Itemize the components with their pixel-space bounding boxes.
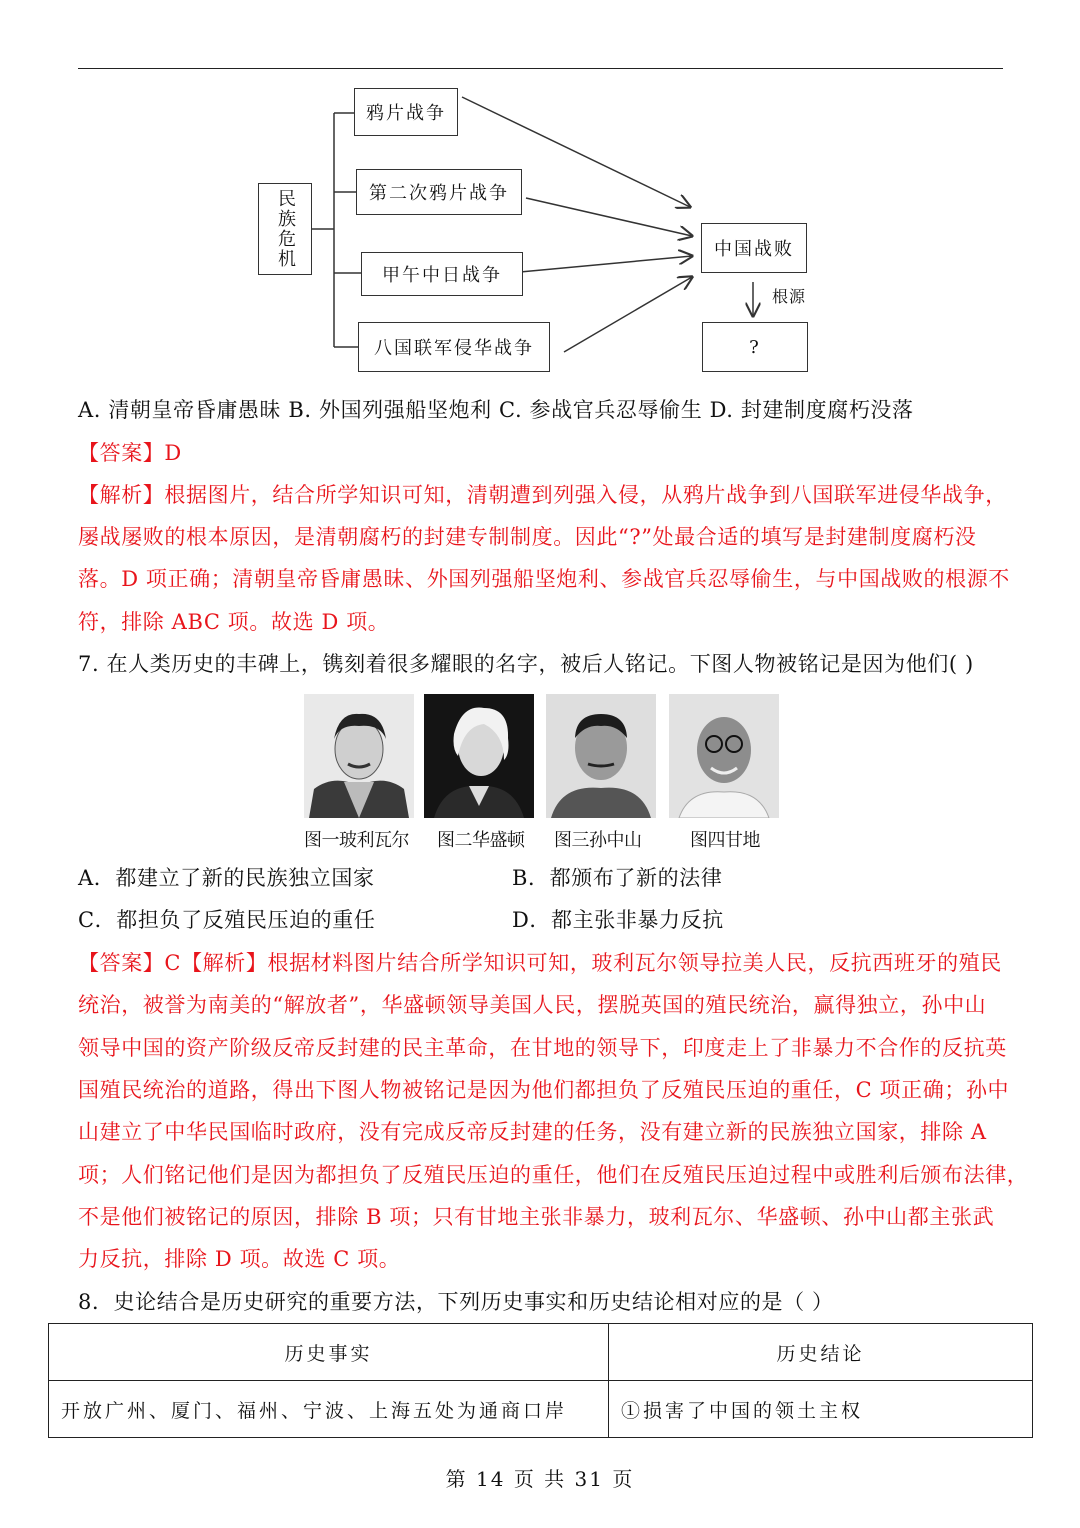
portrait-sun-yatsen <box>546 694 656 818</box>
china-defeat-box <box>701 223 807 273</box>
national-crisis-label: 民族危机 <box>275 189 296 269</box>
national-crisis-box <box>258 183 312 275</box>
china-defeat-label: 中国战败 <box>714 239 794 260</box>
q6-analysis-line: 屡战屡败的根本原因，是清朝腐朽的封建专制制度。因此“?”处最合适的填写是封建制度腐朽没 <box>78 525 977 549</box>
portrait-sun-yatsen-image <box>546 694 656 818</box>
table-header-row <box>49 1324 1033 1381</box>
q7-analysis-line: 国殖民统治的道路，得出下图人物被铭记是因为他们都担负了反殖民压迫的重任，C 项正确；孙中 <box>78 1078 1010 1102</box>
q8-stem: 8．史论结合是历史研究的重要方法，下列历史事实和历史结论相对应的是（ ） <box>78 1290 834 1314</box>
caption-bolivar: 图一玻利瓦尔 <box>304 830 409 851</box>
unknown-box <box>702 322 808 372</box>
portrait-bolivar-image <box>304 694 414 818</box>
war-label-eight-nation: 八国联军侵华战争 <box>374 338 534 359</box>
portrait-gandhi-image <box>669 694 779 818</box>
war-label-second-opium: 第二次鸦片战争 <box>369 183 509 204</box>
caption-sun-yatsen: 图三孙中山 <box>554 830 642 851</box>
q7-analysis-line: 领导中国的资产阶级反帝反封建的民主革命，在甘地的领导下，印度走上了非暴力不合作的反抗英 <box>78 1036 1007 1060</box>
war-label-opium: 鸦片战争 <box>366 103 446 124</box>
q7-analysis-line: 统治，被誉为南美的“解放者”，华盛顿领导美国人民，摆脱英国的殖民统治，赢得独立，孙中山 <box>78 993 987 1017</box>
unknown-label: ? <box>749 336 761 358</box>
war-box-sino-japanese <box>361 252 523 296</box>
q6-options: A. 清朝皇帝昏庸愚昧 B. 外国列强船坚炮利 C. 参战官兵忍辱偷生 D. 封建制度腐朽没落 <box>78 398 914 422</box>
table-row <box>49 1381 1033 1438</box>
war-box-eight-nation <box>358 322 550 372</box>
page-footer: 第 14 页 共 31 页 <box>445 1467 635 1491</box>
portrait-bolivar <box>304 694 414 818</box>
q7-option-d: D．都主张非暴力反抗 <box>512 908 724 932</box>
q7-option-c: C．都担负了反殖民压迫的重任 <box>78 908 376 932</box>
portrait-washington <box>424 694 534 818</box>
root-cause-label: 根源 <box>772 287 807 306</box>
caption-washington: 图二华盛顿 <box>437 830 525 851</box>
q6-analysis-line: 符，排除 ABC 项。故选 D 项。 <box>78 610 390 634</box>
table-cell-fact: 开放广州、厦门、福州、宁波、上海五处为通商口岸 <box>49 1381 609 1438</box>
table-header-conclusion: 历史结论 <box>609 1324 1033 1381</box>
q6-analysis-line: 落。D 项正确；清朝皇帝昏庸愚昧、外国列强船坚炮利、参战官兵忍辱偷生，与中国战败的根源不 <box>78 567 1010 591</box>
table-header-fact: 历史事实 <box>49 1324 609 1381</box>
q7-analysis-line: 项；人们铭记他们是因为都担负了反殖民压迫的重任，他们在反殖民压迫过程中或胜利后颁布法律， <box>78 1163 1029 1187</box>
war-label-sino-japanese: 甲午中日战争 <box>382 265 502 286</box>
war-box-opium <box>354 88 458 136</box>
q6-answer: 【答案】D <box>78 441 182 465</box>
q7-analysis-line: 不是他们被铭记的原因，排除 B 项；只有甘地主张非暴力，玻利瓦尔、华盛顿、孙中山都主张武 <box>78 1205 995 1229</box>
q7-option-a: A．都建立了新的民族独立国家 <box>78 866 375 890</box>
q7-stem: 7. 在人类历史的丰碑上，镌刻着很多耀眼的名字，被后人铭记。下图人物被铭记是因为他们( ) <box>78 652 974 676</box>
q7-analysis-line: 【答案】C【解析】根据材料图片结合所学知识可知，玻利瓦尔领导拉美人民，反抗西班牙的殖民 <box>78 951 1002 975</box>
caption-gandhi: 图四甘地 <box>690 830 760 851</box>
table-cell-conclusion: ①损害了中国的领土主权 <box>609 1381 1033 1438</box>
war-box-second-opium <box>356 169 522 215</box>
fact-conclusion-table <box>48 1323 1033 1438</box>
portrait-gandhi <box>669 694 779 818</box>
q6-analysis-line: 【解析】根据图片，结合所学知识可知，清朝遭到列强入侵，从鸦片战争到八国联军进侵华战争， <box>78 483 1007 507</box>
q7-analysis-line: 山建立了中华民国临时政府，没有完成反帝反封建的任务，没有建立新的民族独立国家，排除 A <box>78 1120 987 1144</box>
portrait-washington-image <box>424 694 534 818</box>
q7-option-b: B．都颁布了新的法律 <box>512 866 723 890</box>
q7-analysis-line: 力反抗，排除 D 项。故选 C 项。 <box>78 1247 401 1271</box>
